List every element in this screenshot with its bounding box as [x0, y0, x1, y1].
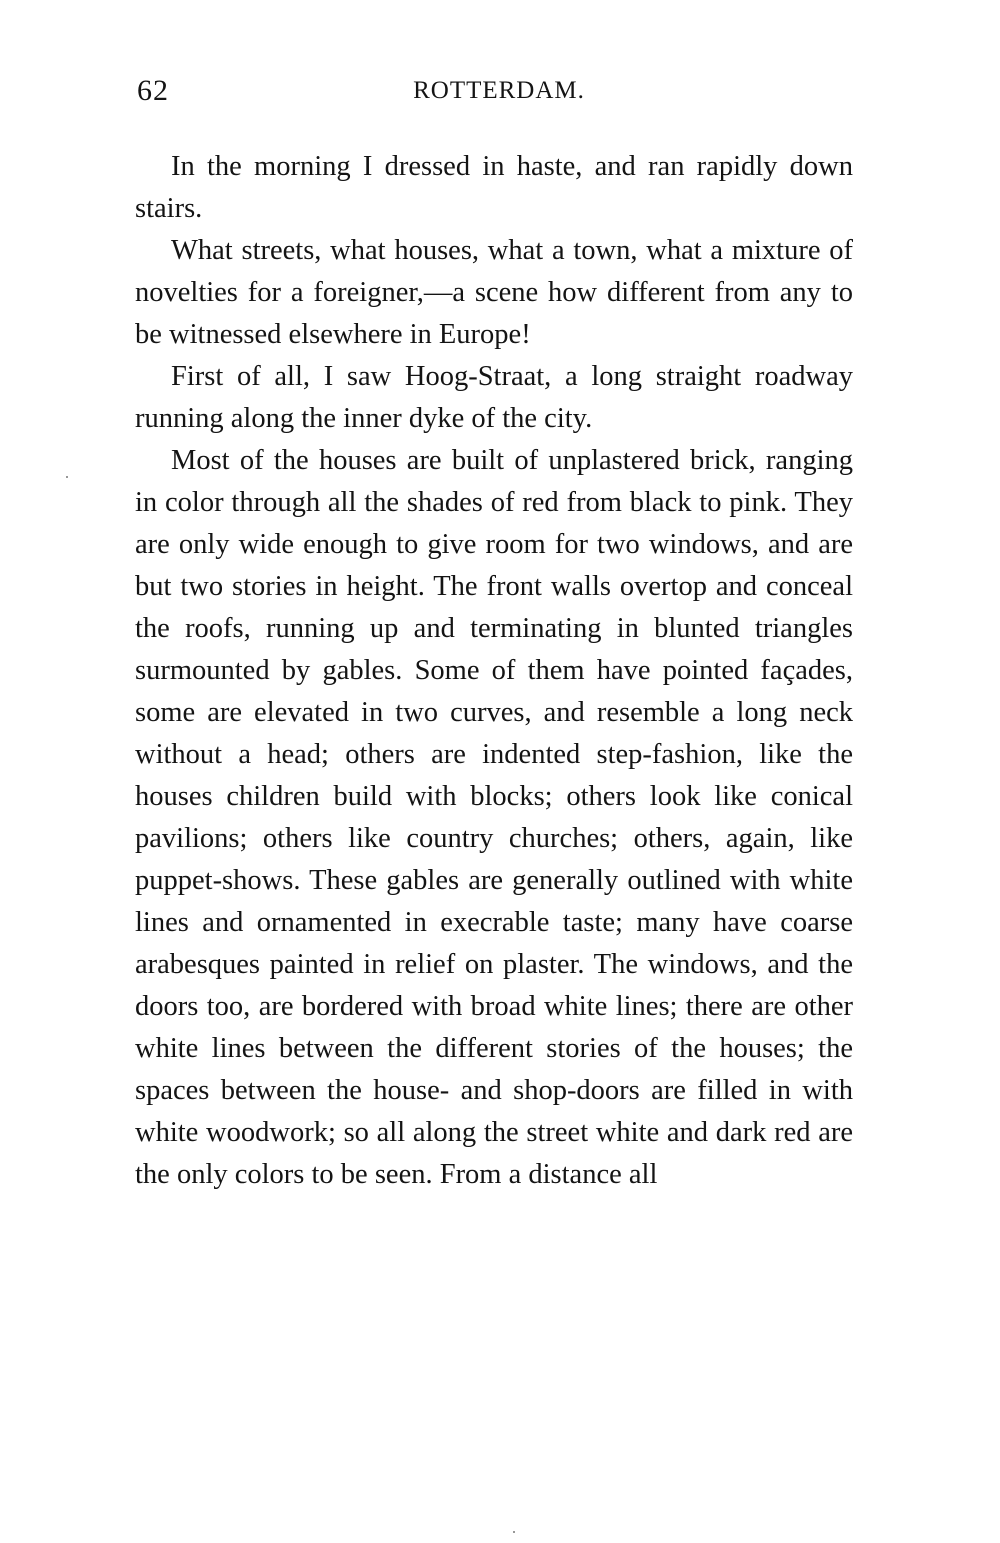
body-text: [135, 146, 853, 1196]
running-title: ROTTERDAM.: [413, 77, 585, 104]
scan-speck: [513, 1531, 515, 1533]
paragraph: In the morning I dressed in haste, and ran rapidly down stairs.: [135, 151, 853, 224]
scan-speck: [66, 476, 68, 478]
paragraph: What streets, what houses, what a town, what a mixture of novelties for a foreigner,—a scene how different from any to be witnessed elsewhere in Europe!: [135, 235, 853, 350]
paragraph: First of all, I saw Hoog-Straat, a long straight roadway running along the inner dyke of the city.: [135, 361, 853, 434]
page-number: 62: [137, 74, 169, 107]
paragraph: Most of the houses are built of unplastered brick, ranging in color through all the shades of red from black to pink. They are only wide enough to give room for two windows, and are but two stories in height. The front walls overtop and conceal the roofs, running up and terminating in blunted triangles surmounted by gables. Some of them have pointed façades, some are elevated in two curves, and resemble a long neck without a head; others are indented step-fashion, like the houses children build with blocks; others look like conical pavilions; others like country churches; others, again, like puppet-shows. These gables are generally outlined with white lines and ornamented in execrable taste; many have coarse arabesques painted in relief on plaster. The windows, and the doors too, are bordered with broad white lines; there are other white lines between the different stories of the houses; the spaces between the house- and shop-doors are filled in with white woodwork; so all along the street white and dark red are the only colors to be seen. From a distance all: [135, 445, 853, 1190]
running-head: [135, 74, 853, 114]
